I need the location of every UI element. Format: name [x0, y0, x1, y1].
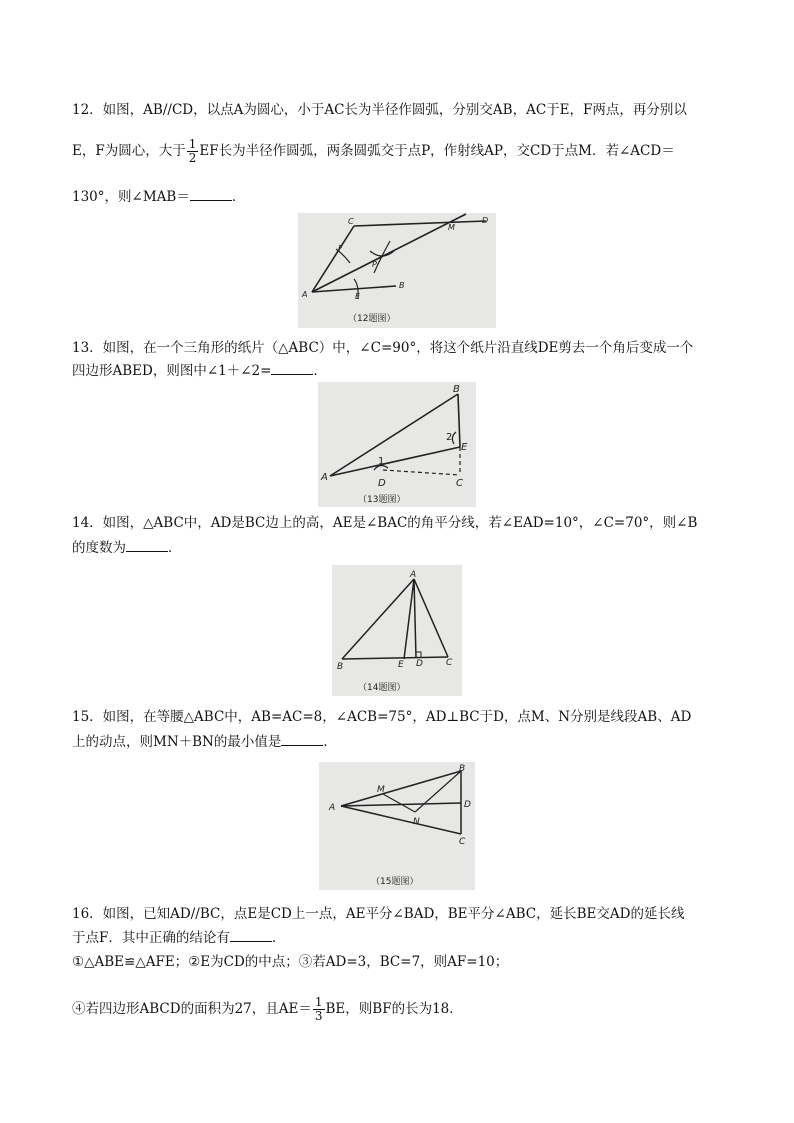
q13-label-e: E — [461, 442, 468, 453]
q15-figure — [319, 762, 475, 890]
q12-line3-b: ． — [231, 189, 246, 205]
q13-answer-blank — [271, 362, 313, 375]
q14-label-b: B — [337, 662, 344, 672]
q12-line2-a: E，F为圆心，大于 — [72, 143, 186, 159]
q16-frac-num: 1 — [314, 995, 323, 1009]
q15-line2-b: ． — [323, 734, 337, 750]
q16-fraction — [313, 996, 325, 1023]
q12-answer-blank — [190, 188, 232, 201]
q14-caption: （14题图） — [358, 683, 406, 693]
q13-line2-b: ． — [313, 363, 327, 379]
q13-line1: 13．如图，在一个三角形的纸片（△ABC）中，∠C=90°，将这个纸片沿直线DE剪去一个角后变成一个 — [72, 340, 694, 356]
q13-angle-2: 2 — [446, 432, 453, 443]
q16-line3: ①△ABE≌△AFE；②E为CD的中点；③若AD=3，BC=7，则AF=10； — [72, 954, 509, 970]
q13-line2 — [72, 362, 327, 380]
q12-label-e: E — [355, 292, 361, 301]
q12-fraction — [187, 138, 199, 165]
q13-label-a: A — [321, 472, 328, 483]
q16-answer-blank — [230, 929, 272, 942]
q16-line4-b: BE，则BF的长为18． — [325, 1001, 463, 1017]
q14-figure — [332, 565, 462, 696]
q13-label-b: B — [453, 384, 460, 395]
q14-label-e: E — [398, 660, 404, 670]
q12-frac-num: 1 — [188, 137, 197, 151]
q13-line2-a: 四边形ABED，则图中∠1＋∠2= — [72, 363, 272, 379]
q16-line2-a: 于点F．其中正确的结论有 — [72, 930, 230, 946]
q12-label-d: D — [482, 216, 489, 225]
q13-figure — [318, 382, 476, 507]
q16-line1: 16．如图，已知AD//BC，点E是CD上一点，AE平分∠BAD，BE平分∠ABC，延长BE交AD的延长线 — [72, 906, 685, 922]
q12-label-m: M — [448, 223, 455, 232]
q16-line2-b: ． — [271, 930, 286, 946]
q14-line2-b: ． — [168, 540, 182, 556]
q15-label-c: C — [459, 837, 466, 847]
q15-label-a: A — [329, 803, 336, 813]
q16-line2 — [72, 929, 285, 947]
q13-label-c: C — [456, 478, 463, 489]
q14-label-d: D — [416, 659, 423, 669]
q16-frac-den: 3 — [314, 1009, 323, 1023]
q12-label-b: B — [399, 281, 405, 290]
q15-caption: （15题图） — [371, 877, 419, 887]
q14-line1: 14．如图，△ABC中，AD是BC边上的高，AE是∠BAC的角平分线，若∠EAD=10°，∠C=70°，则∠B — [72, 515, 698, 531]
q15-label-b: B — [459, 764, 466, 774]
q15-line1: 15．如图，在等腰△ABC中，AB=AC=8，∠ACB=75°，AD⊥BC于D，点M、N分别是线段AB、AD — [72, 709, 692, 725]
q15-line2-a: 上的动点，则MN＋BN的最小值是 — [72, 734, 282, 750]
q15-label-n: N — [413, 817, 420, 827]
q12-line3-a: 130°，则∠MAB＝ — [72, 189, 190, 205]
q14-line2-a: 的度数为 — [72, 540, 126, 556]
q12-line3 — [72, 188, 245, 206]
q12-label-f: F — [338, 244, 343, 253]
q13-caption: （13题图） — [358, 495, 406, 505]
q14-line2 — [72, 539, 182, 557]
q14-answer-blank — [126, 539, 168, 552]
q12-line1: 12．如图，AB//CD，以点A为圆心，小于AC长为半径作圆弧，分别交AB，AC于E，F两点，再分别以 — [72, 102, 687, 118]
q13-label-d: D — [378, 478, 386, 489]
q12-label-c: C — [348, 217, 354, 226]
q12-label-p: P — [372, 260, 377, 269]
q13-angle-1: 1 — [378, 456, 385, 467]
q15-line2 — [72, 733, 337, 751]
q15-label-d: D — [464, 800, 471, 810]
q12-figure — [298, 213, 496, 328]
q15-label-m: M — [377, 785, 385, 795]
q16-line4 — [72, 996, 463, 1023]
q12-frac-den: 2 — [188, 151, 197, 165]
q14-label-a: A — [410, 570, 417, 580]
q12-label-a: A — [302, 290, 308, 299]
q12-line2 — [72, 138, 675, 165]
q12-caption: （12题图） — [348, 314, 396, 324]
q14-label-c: C — [446, 658, 453, 668]
q12-line2-b: EF长为半径作圆弧，两条圆弧交于点P，作射线AP，交CD于点M．若∠ACD＝ — [199, 143, 675, 159]
q15-answer-blank — [281, 733, 323, 746]
q16-line4-a: ④若四边形ABCD的面积为27，且AE＝ — [72, 1001, 312, 1017]
